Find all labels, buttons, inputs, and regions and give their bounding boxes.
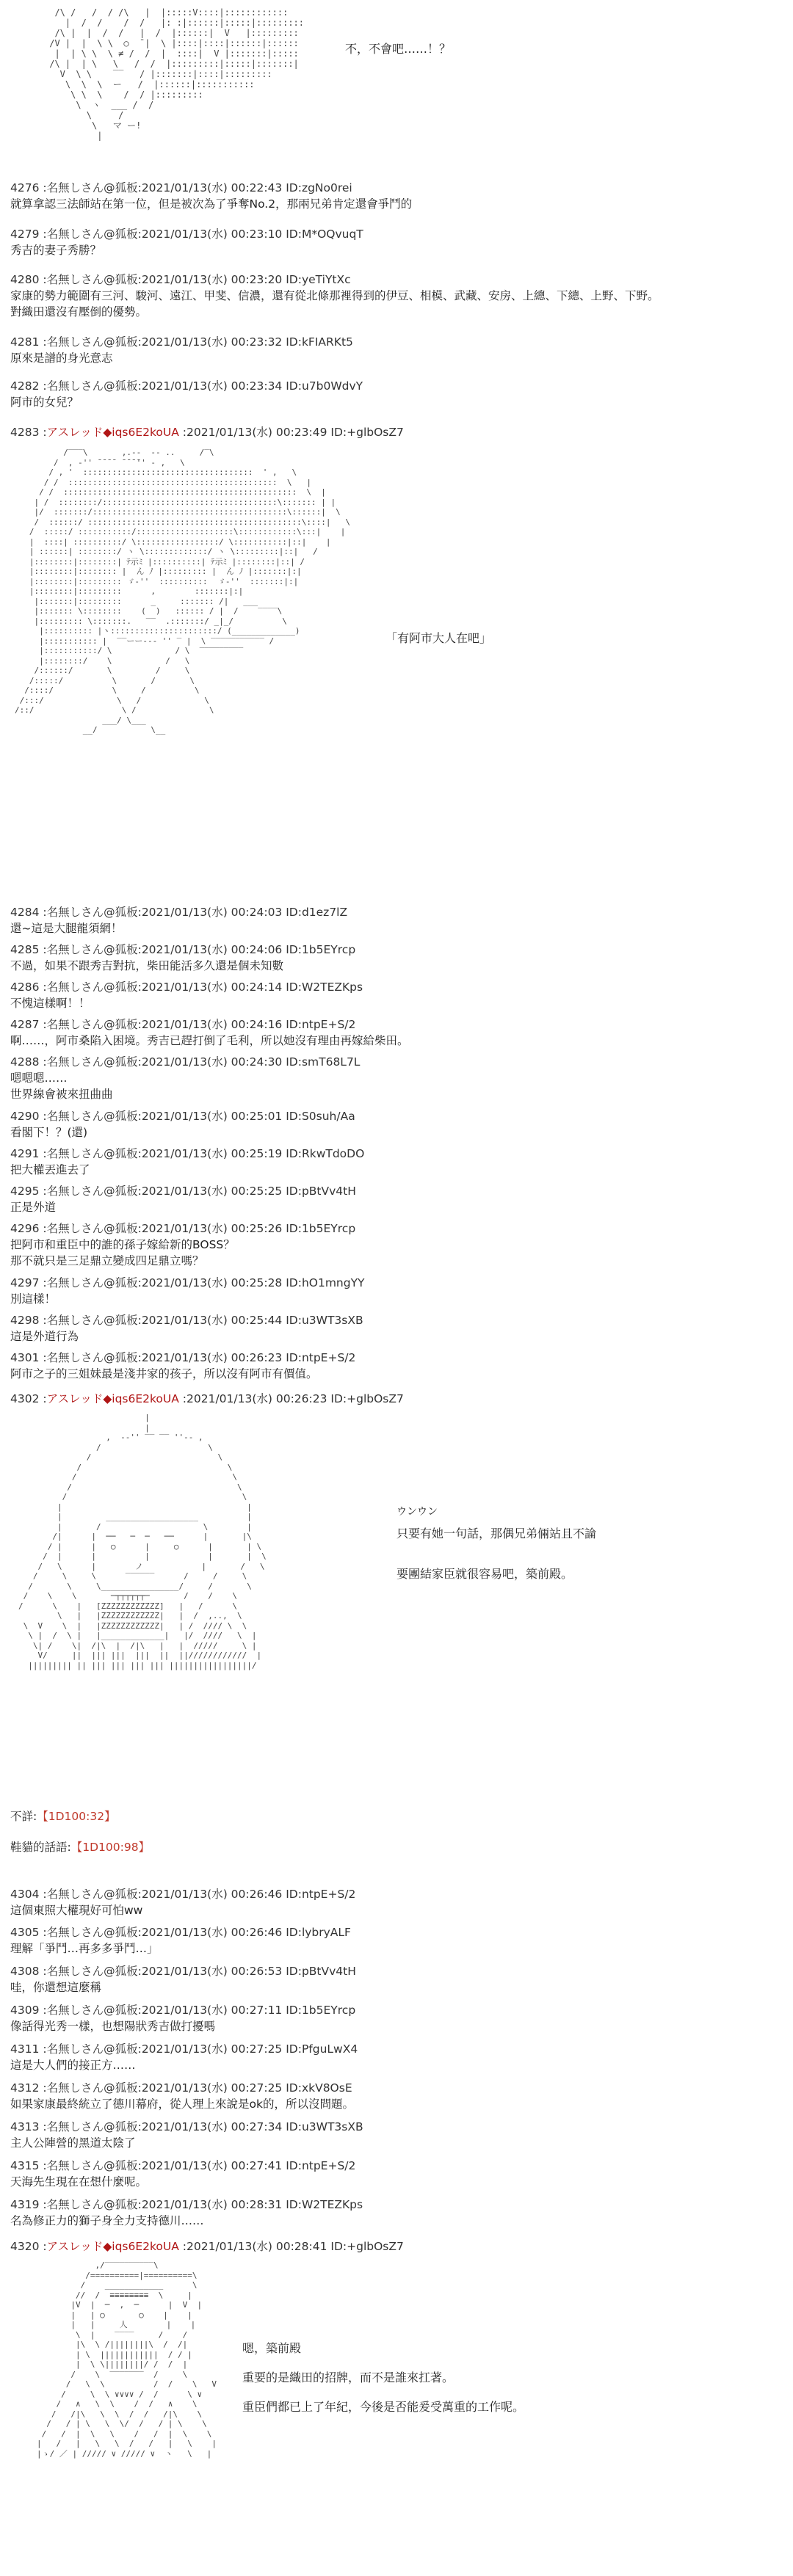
post-body: 理解「爭鬥…再多多爭鬥…」 bbox=[10, 1942, 159, 1955]
post-body: 不過，如果不跟秀吉對抗，柴田能活多久還是個未知數 bbox=[10, 959, 284, 972]
post bbox=[10, 2002, 781, 2034]
ascii-art-3: | | , -‐'' ‾‾ ‾‾ ''‐- , / \ / \ / \ / \ / \ / \ | | | ___________________ | | / \ | /| | ── ─ ─ ── | |\ / | | ○ | ○ | | \ / | | | | | \ / \ | ノ | / \ / \ \ ‾‾‾‾‾‾ / / \ / \ \________________/ / \ / \ \ ─┬┬┬┬┬┬─ / / \ / \ | [ZZZZZZZZZZZZ] | / \ \ | |ZZZZZZZZZZZZ| | / ,.., \ \ V \ | |ZZZZZZZZZZZZ| | / //// \ \ \ | / \ | |_____________| |/ //// \ | \| / \| /|\ | /|\ | | ///// \ | V/ || ||| ||| ||| || ||//////////// | ||||||||| || ||| ||| ||| ||| |||||||||||||||||/ bbox=[18, 1413, 267, 1670]
post-header: 4296 :名無しさん@狐板:2021/01/13(水) 00:25:26 ID:1b5EYrcp bbox=[10, 1222, 356, 1235]
post-header: 4276 :名無しさん@狐板:2021/01/13(水) 00:22:43 ID:zgNo0rei bbox=[10, 181, 352, 194]
ascii-art-1: /\ / / / /\ | |:::::V::::|:::::::::::: | / / / / |: :|::::::|:::::|::::::::: /\ | | / / | / |::::::| V |::::::::: /V | | \ \ ○ ̄ | \ |::::|::::|::::::|:::::: | | \ \ \ ≠ / / | ::::| V |:::::::|::::: /\ | | \ \ / / |:::::::::|:::::|:::::::| V \ \ ‾‾ / |:::::::|::::|::::::::: \ \ \ ー / |::::::|::::::::::: \ \ \ / / |::::::::: \ ヽ ___ / / \ / \ マ ー! | bbox=[49, 7, 305, 141]
dialog-line: 嗯，築前殿 bbox=[242, 2341, 302, 2355]
post-header: 4304 :名無しさん@狐板:2021/01/13(水) 00:26:46 ID:ntpE+S/2 bbox=[10, 1888, 356, 1901]
post bbox=[10, 378, 781, 410]
post-header: 4315 :名無しさん@狐板:2021/01/13(水) 00:27:41 ID:ntpE+S/2 bbox=[10, 2159, 356, 2172]
post-body: 看閣下！？(還) bbox=[10, 1126, 88, 1139]
post-header: 4313 :名無しさん@狐板:2021/01/13(水) 00:27:34 ID:u3WT3sXB bbox=[10, 2120, 363, 2133]
post bbox=[10, 2197, 781, 2229]
post-body: 這是外道行為 bbox=[10, 1330, 79, 1343]
post-header: 4283 :アスレッド◆iqs6E2koUA :2021/01/13(水) 00:23:49 ID:+glbOsZ7 bbox=[10, 426, 404, 439]
post bbox=[10, 1146, 781, 1178]
post-body: 天海先生現在在想什麼呢。 bbox=[10, 2175, 148, 2188]
post-header: 4309 :名無しさん@狐板:2021/01/13(水) 00:27:11 ID:1b5EYrcp bbox=[10, 2004, 356, 2017]
post-header: 4288 :名無しさん@狐板:2021/01/13(水) 00:24:30 ID:smT68L7L bbox=[10, 1055, 361, 1069]
post-body: 秀吉的妻子秀勝？ bbox=[10, 244, 102, 257]
post-body: 這個東照大權現好可怕ww bbox=[10, 1904, 143, 1917]
post-header: 4279 :名無しさん@狐板:2021/01/13(水) 00:23:10 ID:M*OQvuqT bbox=[10, 228, 363, 241]
post bbox=[10, 1886, 781, 1918]
post-header: 4308 :名無しさん@狐板:2021/01/13(水) 00:26:53 ID:pBtVv4tH bbox=[10, 1965, 356, 1978]
post bbox=[10, 942, 781, 974]
post-body: 主人公陣營的黑道太陰了 bbox=[10, 2136, 136, 2150]
post bbox=[10, 904, 781, 936]
post bbox=[10, 272, 781, 320]
post-header: 4319 :名無しさん@狐板:2021/01/13(水) 00:28:31 ID:W2TEZKps bbox=[10, 2198, 363, 2211]
op-name: アスレッド bbox=[46, 426, 104, 439]
dice-roll bbox=[10, 1838, 150, 1855]
dialog-line: 只要有她一句話，那偶兄弟倆站且不論 bbox=[396, 1527, 597, 1540]
post-body: 把阿市和重臣中的誰的孫子嫁給新的BOSS？ 那不就只是三足鼎立變成四足鼎立嗎？ bbox=[10, 1238, 235, 1267]
post bbox=[10, 2041, 781, 2073]
post-header: 4305 :名無しさん@狐板:2021/01/13(水) 00:26:46 ID:lybryALF bbox=[10, 1926, 351, 1939]
post bbox=[10, 1312, 781, 1345]
post bbox=[10, 1350, 781, 1382]
post bbox=[10, 1220, 781, 1269]
post bbox=[10, 180, 781, 212]
post-body: 正是外道 bbox=[10, 1201, 57, 1214]
roll-value: 【1D100:32】 bbox=[37, 1810, 116, 1823]
post-body: 如果家康最終統立了德川幕府，從人理上來說是ok的，所以沒問題。 bbox=[10, 2097, 354, 2111]
post-body: 名為修正力的獅子身全力支持德川…… bbox=[10, 2214, 204, 2227]
dialog-line: ウンウン bbox=[396, 1506, 438, 1518]
post bbox=[10, 1963, 781, 1995]
roll-value: 【1D100:98】 bbox=[70, 1841, 151, 1854]
dialog-line: 重要的是織田的招牌，而不是誰來扛著。 bbox=[242, 2371, 455, 2384]
post-op bbox=[10, 424, 781, 440]
post-header: 4295 :名無しさん@狐板:2021/01/13(水) 00:25:25 ID:pBtVv4tH bbox=[10, 1185, 356, 1198]
op-name: アスレッド bbox=[46, 1392, 104, 1405]
post bbox=[10, 2080, 781, 2112]
op-trip: ◆iqs6E2koUA bbox=[103, 426, 179, 439]
post bbox=[10, 979, 781, 1011]
post-body: 不愧這樣啊！！ bbox=[10, 997, 90, 1010]
dialog-line: 要團結家臣就很容易吧，築前殿。 bbox=[396, 1567, 573, 1581]
post-header: 4287 :名無しさん@狐板:2021/01/13(水) 00:24:16 ID:ntpE+S/2 bbox=[10, 1018, 356, 1031]
post bbox=[10, 1275, 781, 1307]
post bbox=[10, 2158, 781, 2190]
post-body: 把大權丟進去了 bbox=[10, 1163, 90, 1176]
post-header: 4286 :名無しさん@狐板:2021/01/13(水) 00:24:14 ID:W2TEZKps bbox=[10, 980, 363, 994]
post bbox=[10, 1924, 781, 1957]
post-header: 4301 :名無しさん@狐板:2021/01/13(水) 00:26:23 ID:ntpE+S/2 bbox=[10, 1351, 356, 1364]
post-body: 嗯嗯嗯…… 世界線會被來扭曲曲 bbox=[10, 1071, 113, 1101]
ascii-art-2: /‾‾‾\ ,.-‐ ‐- .. /‾\ / , ‐'' ̄ ̄ ̄ ̄ ̄ ̄ ̄ ̄'' ‐ , \ / , ' ::::::::::::::::::::::::::::::::::: ' , \ / / ::::::::::::::::::::::::::::::::::::::::::: \ | / / :::::::::::::::::::::::::::::::::::::::::::::::: \ | | / ::::::::/::::::::::::::::::::::::::::::::::::\::::::: | | |/ :::::::/::::::::::::::::::::::::::::::::::::::::\::::::| \ / ::::::/ ::::::::::::::::::::::::::::::::::::::::::::\::::| \ / :::::/ :::::::::::/::::::::::::::::::::\::::::::::::\:::| | | ::::| ::::::::::/ \:::::::::::::::::/ \:::::::::::|::| | | ::::::| ::::::::/ ヽ \:::::::::::::/ ヽ \:::::::::|::| / |::::::::|::::::::| ﾃ示ﾐ |::::::::::| ﾃ示ﾐ |::::::::|::| / |::::::::|:::::::: | ん ﾉ |::::::::: | ん ﾉ |:::::::|:| |::::::::|::::::::: ゞ-'' :::::::::: ゞ-'' :::::::|:| |::::::::|::::::::: , :::::::|:| |:::::::|::::::::: _ ::::::: /| ___ |::::::: \:::::::: ( ) :::::: / | / ‾‾‾‾\ |::::::::: \:::::::. ‾‾ .:::::::/ _|_/ \ |:::::::::: |ヽ::::::::::::::::::::::/ (_____________) |::::::::::: | ‾‾ーー‐‐‐ '' ‾ | \ ‾‾‾‾‾‾‾‾‾‾‾ / |:::::::::::/ \ / \ ‾‾‾‾‾‾‾‾‾ |::::::::/ \ / \ /::::::/ \ / \ /:::::/ \ / \ /::::/ \ / \ /:::/ \ / \ /::/ \ / \ ___/ \___ __/ \__ bbox=[15, 448, 350, 735]
dice-roll bbox=[10, 1808, 116, 1824]
roll-label: 鞋貓的話語: bbox=[10, 1841, 71, 1854]
post-header: 4311 :名無しさん@狐板:2021/01/13(水) 00:27:25 ID:PfguLwX4 bbox=[10, 2042, 358, 2056]
post-body: 哇，你還想這麼稱 bbox=[10, 1981, 102, 1994]
post-header: 4290 :名無しさん@狐板:2021/01/13(水) 00:25:01 ID:S0suh/Aa bbox=[10, 1110, 355, 1123]
post-header: 4280 :名無しさん@狐板:2021/01/13(水) 00:23:20 ID:yeTiYtXc bbox=[10, 273, 351, 286]
post-header: 4281 :名無しさん@狐板:2021/01/13(水) 00:23:32 ID:kFIARKt5 bbox=[10, 335, 353, 349]
post-header: 4291 :名無しさん@狐板:2021/01/13(水) 00:25:19 ID:RkwTdoDO bbox=[10, 1147, 365, 1160]
post bbox=[10, 1183, 781, 1215]
post-body: 別這樣！ bbox=[10, 1292, 57, 1306]
post-body: 這是大人們的接正方…… bbox=[10, 2059, 136, 2072]
post-body: 像話得光秀一樣，也想陽狀秀吉做打擾嗎 bbox=[10, 2020, 216, 2033]
op-trip: ◆iqs6E2koUA bbox=[103, 2240, 179, 2253]
post-body: 阿市的女兒？ bbox=[10, 396, 79, 409]
op-trip: ◆iqs6E2koUA bbox=[103, 1392, 179, 1405]
post bbox=[10, 334, 781, 366]
post-body: 阿市之子的三姐妹最是淺井家的孩子，所以沒有阿市有價值。 bbox=[10, 1367, 318, 1380]
post bbox=[10, 1054, 781, 1102]
post-header: 4297 :名無しさん@狐板:2021/01/13(水) 00:25:28 ID:hO1mngYY bbox=[10, 1276, 365, 1289]
op-name: アスレッド bbox=[46, 2240, 104, 2253]
post bbox=[10, 2119, 781, 2151]
post-op bbox=[10, 2238, 781, 2255]
post-header: 4282 :名無しさん@狐板:2021/01/13(水) 00:23:34 ID:u7b0WdvY bbox=[10, 379, 363, 393]
post-body: 原來是譜的身光意志 bbox=[10, 352, 113, 365]
post-header: 4285 :名無しさん@狐板:2021/01/13(水) 00:24:06 ID:1b5EYrcp bbox=[10, 943, 356, 956]
post bbox=[10, 226, 781, 258]
post-header: 4312 :名無しさん@狐板:2021/01/13(水) 00:27:25 ID:xkV8OsE bbox=[10, 2081, 352, 2095]
dialog-line: 不，不會吧……！？ bbox=[345, 42, 452, 56]
post-header: 4320 :アスレッド◆iqs6E2koUA :2021/01/13(水) 00:28:41 ID:+glbOsZ7 bbox=[10, 2240, 404, 2253]
post bbox=[10, 1108, 781, 1140]
post-op bbox=[10, 1391, 781, 1407]
post-body: 家康的勢力範圍有三河、駿河、遠江、甲斐、信濃，還有從北條那裡得到的伊豆、相模、武藏、安房、上總、下總、上野、下野。 對織田還沒有壓倒的優勢。 bbox=[10, 289, 659, 319]
post-header: 4298 :名無しさん@狐板:2021/01/13(水) 00:25:44 ID:u3WT3sXB bbox=[10, 1314, 363, 1327]
post-body: 就算拿認三法師站在第一位，但是被次為了爭奪No.2，那兩兄弟肯定還會爭鬥的 bbox=[10, 197, 413, 211]
ascii-art-4: ,/‾‾‾‾‾‾‾‾‾‾\ /==========|==========\ / ____________ \ // / ≡≡≡≡≡≡≡≡ \ | |V | ─ , ─ | V | | | ○ ○ | | | | 人 | | \ | ‾‾‾‾ / / |\ \ /||||||||\ / /| | \ |||||||||||| / / | | \ \||||||||/ / / | / \ ‾‾‾‾‾‾‾ / \ / \ \ / / \ V / \ \ ∨∨∨∨ / / \ ∨ / ∧ \ \ / / ∧ \ / /|\ \ \ / / /|\ \ / / | \ \ \/ / / | \ \ / / | \ \ / / | \ \ | / | \ \ / / | \ | |ゝ/ ／ | ///// ∨ ///// ∨ ヽ \ | bbox=[37, 2260, 217, 2459]
dialog-line: 重臣們都已上了年紀，今後是否能爰受萬重的工作呢。 bbox=[242, 2400, 525, 2414]
roll-label: 不詳: bbox=[10, 1810, 37, 1823]
post-body: 還~這是大腿龍須網！ bbox=[10, 922, 123, 935]
post bbox=[10, 1016, 781, 1049]
dialog-line: 「有阿市大人在吧」 bbox=[385, 631, 492, 645]
post-header: 4284 :名無しさん@狐板:2021/01/13(水) 00:24:03 ID:d1ez7lZ bbox=[10, 906, 348, 919]
post-body: 啊……，阿市桑陷入困境。秀吉已趕打倒了毛利，所以她沒有理由再嫁給柴田。 bbox=[10, 1034, 409, 1047]
post-header: 4302 :アスレッド◆iqs6E2koUA :2021/01/13(水) 00:26:23 ID:+glbOsZ7 bbox=[10, 1392, 404, 1405]
